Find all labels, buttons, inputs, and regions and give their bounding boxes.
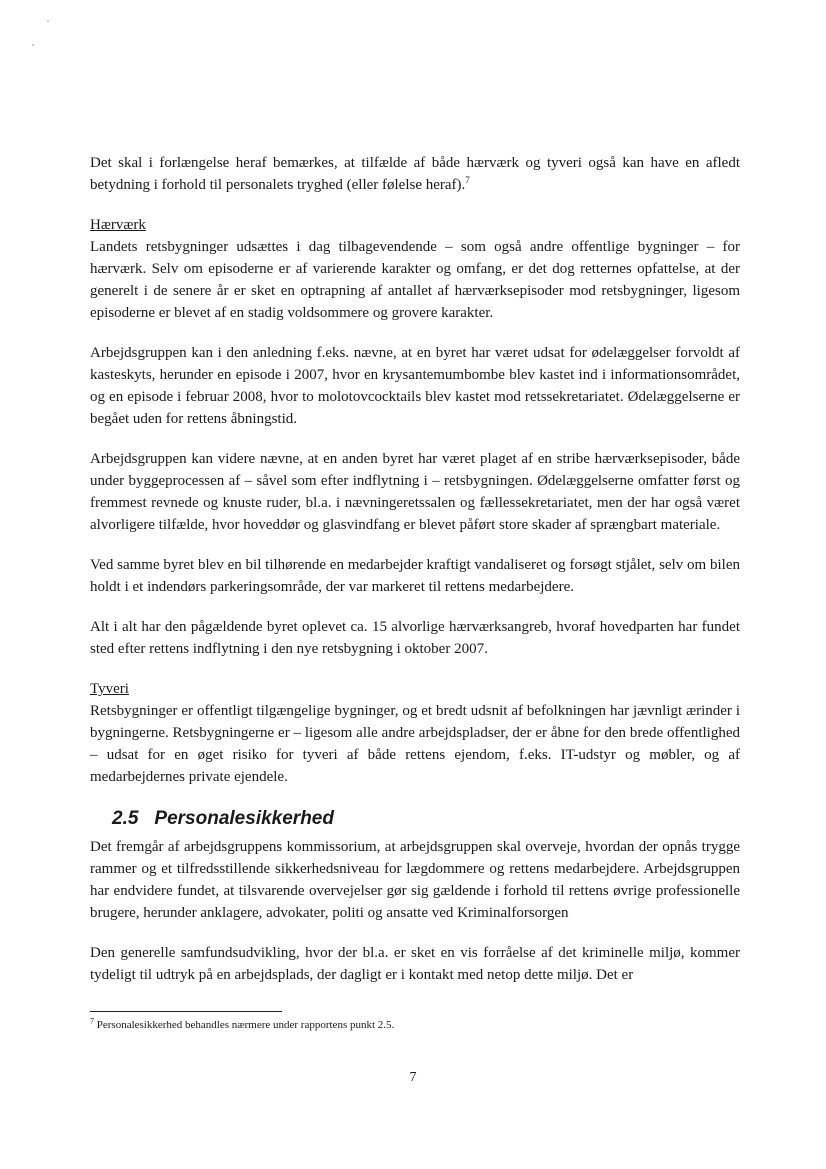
paragraph: Retsbygninger er offentligt tilgængelige bygninger, og et bredt udsnit af befolkningen har jævnligt ærinder i bygningerne. Retsbygningerne er – ligesom alle andre arbejdspladser, der er åbne for den brede offentlighed – udsat for en øget risiko for tyveri af både rettens ejendom, f.eks. IT-udstyr og møbler, og af medarbejdernes private ejendele. — [90, 703, 740, 785]
intro-paragraph: Det skal i forlængelse heraf bemærkes, at tilfælde af både hærværk og tyveri også kan have en afledt betydning i forhold til personalets tryghed (eller følelse heraf).$^7$ — [90, 155, 740, 193]
section-heading — [112, 806, 740, 832]
subheading-tyveri: Tyveri — [90, 681, 129, 697]
scan-speck — [47, 20, 49, 22]
footnote-ref: 7 — [465, 175, 470, 185]
paragraph: Arbejdsgruppen kan videre nævne, at en anden byret har været plaget af en stribe hærværksepisoder, både under byggeprocessen af – såvel som efter indflytning i – retsbygningen. Ødelæggelserne omfatter først og fremmest revnede og knuste ruder, bl.a. i nævningeretssalen og fællessekretariatet, men der har også været alvorligere tilfælde, hvor hoveddør og glasvindfang er blevet påført store skader af sprængbart materiale. — [90, 451, 740, 533]
page-body — [90, 152, 740, 1004]
paragraph: Det fremgår af arbejdsgruppens kommissorium, at arbejdsgruppen skal overveje, hvordan der opnås trygge rammer og et tilfredsstillende sikkerhedsniveau for lægdommere og rettens medarbejdere. Arbejdsgruppen har endvidere fundet, at tilsvarende overvejelser gør sig gældende i forhold til rettens øvrige professionelle brugere, herunder anklagere, advokater, politi og ansatte ved Kriminalforsorgen — [90, 839, 740, 921]
footnote-divider — [90, 1011, 282, 1012]
section-number: 2.5 — [112, 808, 139, 829]
scan-speck — [32, 44, 34, 46]
page-number: 7 — [409, 1070, 417, 1085]
paragraph: Den generelle samfundsudvikling, hvor der bl.a. er sket en vis forråelse af det kriminelle miljø, kommer tydeligt til udtryk på en arbejdsplads, der dagligt er i kontakt med netop dette miljø. Det er — [90, 945, 740, 983]
paragraph: Alt i alt har den pågældende byret oplevet ca. 15 alvorlige hærværksangreb, hvoraf hovedparten har fundet sted efter rettens indflytning i den nye retsbygning i oktober 2007. — [90, 619, 740, 657]
paragraph: Ved samme byret blev en bil tilhørende en medarbejder kraftigt vandaliseret og forsøgt stjålet, selv om bilen holdt i et indendørs parkeringsområde, der var markeret til rettens medarbejdere. — [90, 557, 740, 595]
section-title: Personalesikkerhed — [154, 808, 334, 829]
footnote-number: 7 — [90, 1016, 94, 1026]
footnote — [90, 1018, 394, 1032]
subheading-haervaerk: Hærværk — [90, 217, 146, 233]
paragraph: Landets retsbygninger udsættes i dag tilbagevendende – som også andre offentlige bygninger – for hærværk. Selv om episoderne er af varierende karakter og omfang, er det dog retternes opfattelse, at der generelt i de senere år er sket en optrapning af antallet af hærværksepisoder mod retsbygninger, ligesom episoderne er blevet af en stadig voldsommere og grovere karakter. — [90, 239, 740, 321]
footnote-text: Personalesikkerhed behandles nærmere under rapportens punkt 2.5. — [96, 1019, 395, 1031]
paragraph: Arbejdsgruppen kan i den anledning f.eks. nævne, at en byret har været udsat for ødelæggelser forvoldt af kasteskyts, herunder en episode i 2007, hvor en krysantemumbombe blev kastet ind i informationsområdet, og en episode i februar 2008, hvor to molotovcocktails blev kastet mod retssekretariatet. Ødelæggelserne er begået uden for rettens åbningstid. — [90, 345, 740, 427]
